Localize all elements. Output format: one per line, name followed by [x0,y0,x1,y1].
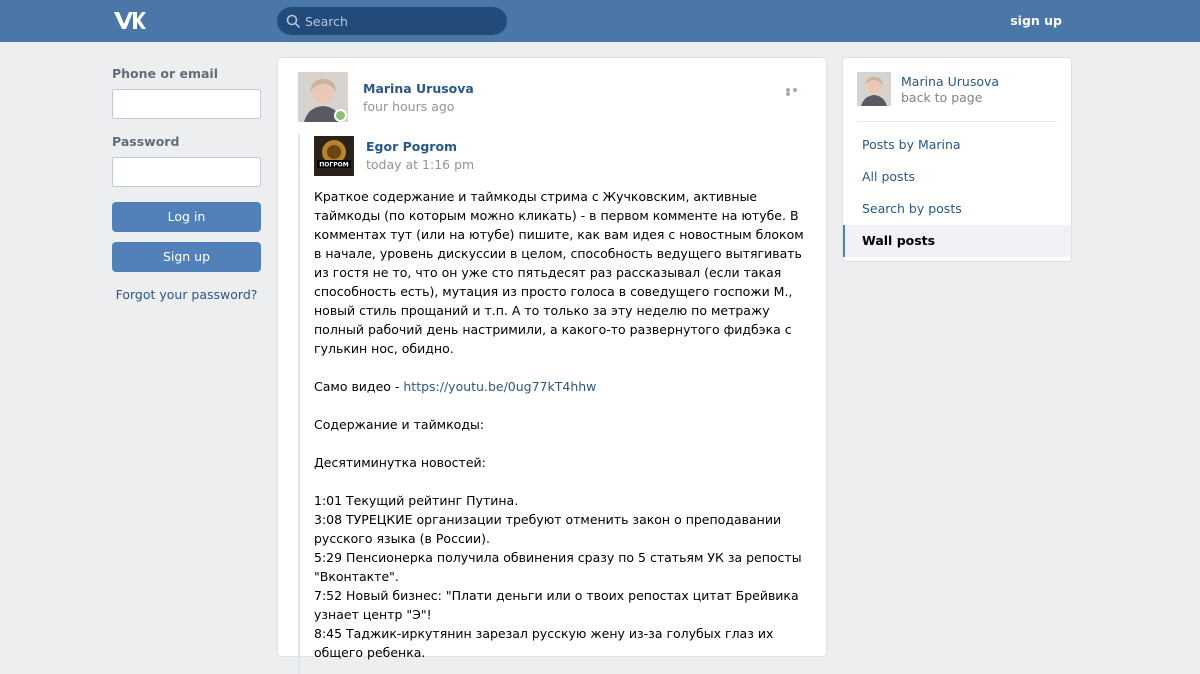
text-paragraph: Содержание и таймкоды: [314,417,485,432]
search-box[interactable] [277,7,507,35]
timecode-line: 8:45 Таджик-иркутянин зарезал русскую жену из-за голубых глаз их общего ребенка. [314,626,774,660]
wall-menu [842,57,1072,262]
divider [857,121,1057,122]
vk-logo-icon[interactable] [112,9,146,31]
wall-post [277,57,827,660]
top-bar [0,0,1200,42]
more-dots-icon[interactable] [786,88,806,94]
search-icon [286,14,300,28]
login-button[interactable]: Log in [112,202,261,232]
repost-text [314,187,812,662]
post-time[interactable]: four hours ago [363,99,455,114]
sign-up-link[interactable]: sign up [1010,13,1062,28]
back-to-page-link[interactable]: back to page [901,90,983,105]
post-author-name[interactable]: Marina Urusova [363,81,474,96]
phone-field[interactable] [112,89,261,119]
menu-item-all-posts[interactable]: All posts [862,169,915,184]
password-label: Password [112,134,180,149]
timecode-line: 7:52 Новый бизнес: "Плати деньги или о твоих репостах цитат Брейвика узнает центр "Э"! [314,588,799,622]
text-paragraph: Само видео - https://youtu.be/0ug77kT4hhw [314,379,597,394]
repost-avatar-text: ПОГРОМ [319,161,349,169]
online-indicator [334,109,347,122]
menu-item-posts-by-marina[interactable]: Posts by Marina [862,137,961,152]
forgot-password-link[interactable]: Forgot your password? [115,287,258,302]
repost-author-name[interactable]: Egor Pogrom [366,139,458,154]
phone-label: Phone or email [112,66,218,81]
password-field[interactable] [112,157,261,187]
signup-button[interactable]: Sign up [112,242,261,272]
timecode-line: 5:29 Пенсионерка получила обвинения сразу по 5 статьям УК за репосты "Вконтакте". [314,550,802,584]
menu-avatar[interactable] [857,72,891,106]
timecode-line: 1:01 Текущий рейтинг Путина. [314,493,519,508]
menu-item-wall-posts[interactable]: Wall posts [843,225,1071,257]
text-paragraph: Десятиминутка новостей: [314,455,486,470]
search-input[interactable] [305,7,500,35]
login-form [112,66,261,302]
repost-avatar[interactable] [314,136,354,176]
menu-item-search-by-posts[interactable]: Search by posts [862,201,962,216]
text-paragraph: Краткое содержание и таймкоды стрима с Жучковским, активные таймкоды (по которым можно кликать) - в первом комменте на ютубе. В комментах тут (или на ютубе) пишите, как вам идея с новостным блоком в начале, уровень дискуссии в целом, способность ведущего вытягивать из гостя не то, что он уже сто пятьдесят раз рассказывал (если такая способность есть), мутация из просто голоса в соведущего госпожи М., новый стиль прощаний и т.п. А то только за эту неделю по метражу полный рабочий день настримили, а какого-то развернутого фидбэка с гулькин нос, обидно. [314,189,804,356]
repost-time[interactable]: today at 1:16 pm [366,157,475,172]
video-link[interactable]: https://youtu.be/0ug77kT4hhw [403,379,597,394]
menu-owner-name[interactable]: Marina Urusova [901,74,1000,89]
repost-block [298,134,810,674]
timecode-line: 3:08 ТУРЕЦКИЕ организации требуют отменить закон о преподавании русского языка (в России). [314,512,782,546]
